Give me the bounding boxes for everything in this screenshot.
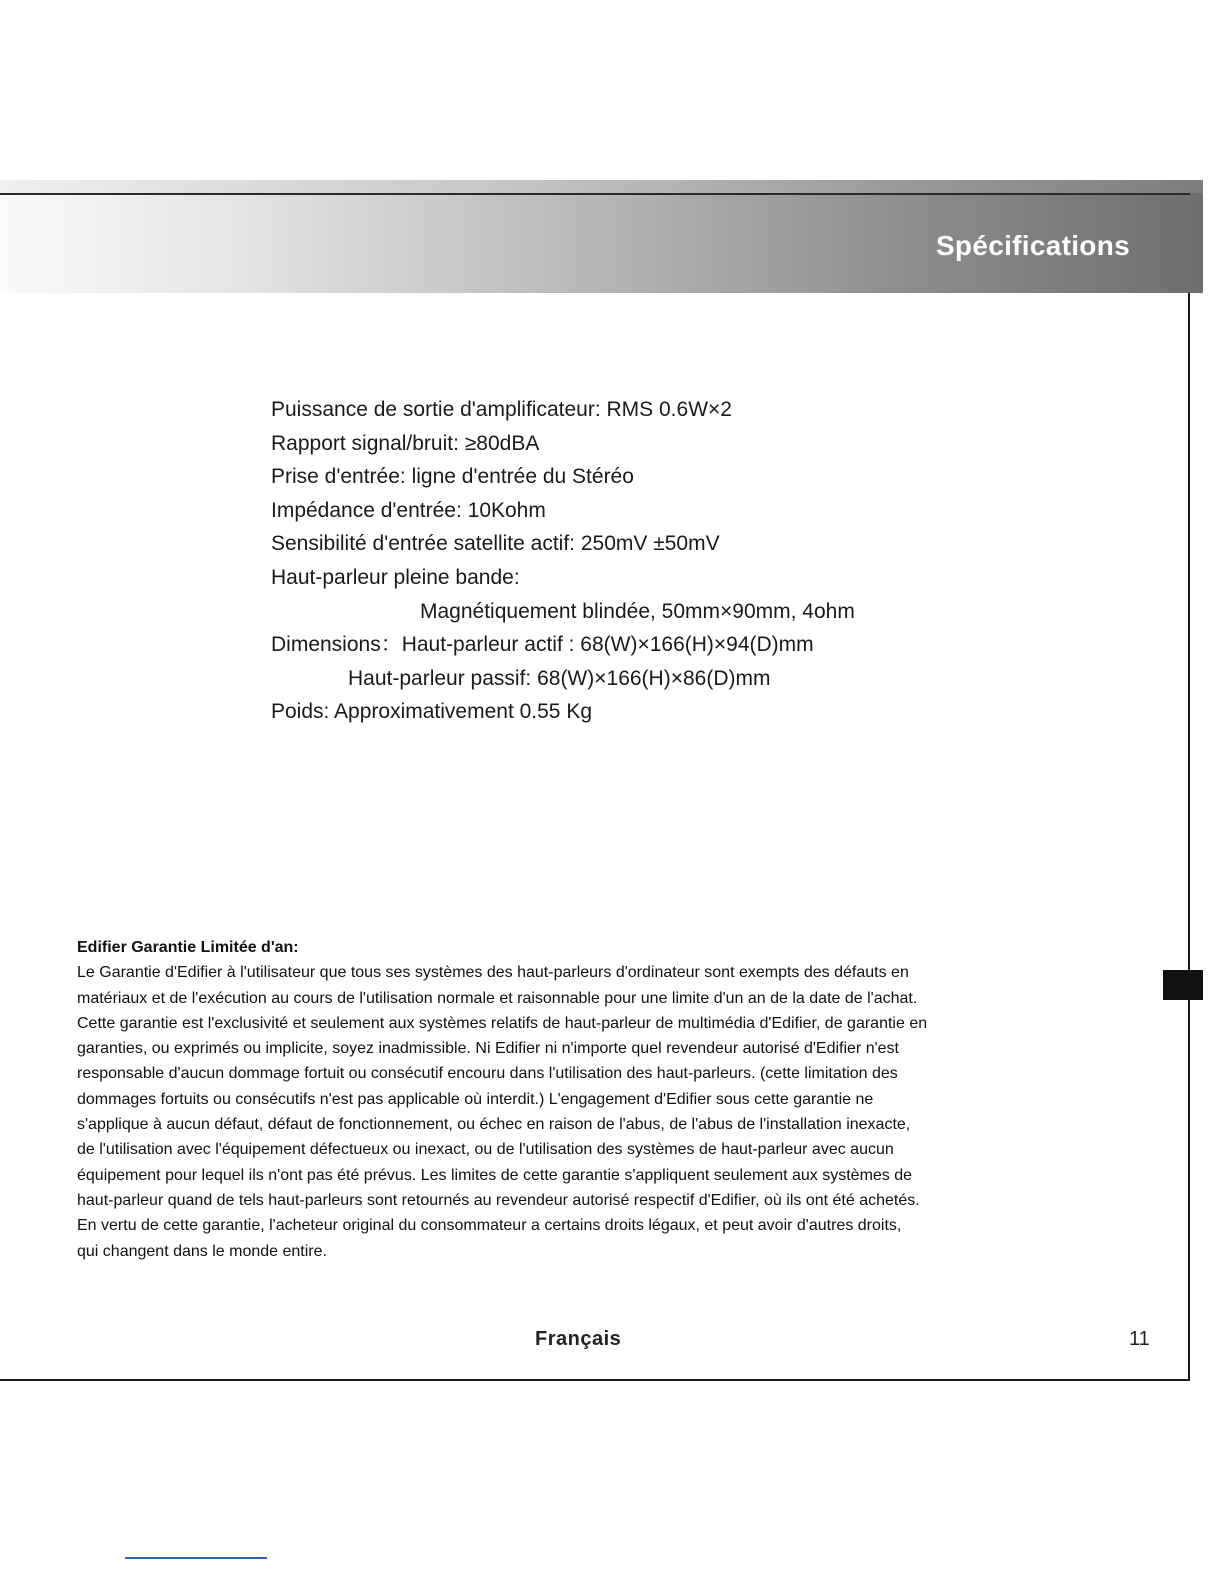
spec-output-power: Puissance de sortie d'amplificateur: RMS 0.6W×2 — [271, 398, 732, 421]
page-number: 11 — [1129, 1328, 1150, 1350]
warranty-section — [77, 935, 1137, 1264]
spec-input-jack: Prise d'entrée: ligne d'entrée du Stéréo — [271, 465, 634, 489]
warranty-line: s'applique à aucun défaut, défaut de fonctionnement, ou échec en raison de l'abus, de l'abus de l'installation inexacte, — [77, 1116, 911, 1134]
spec-input-sensitivity: Sensibilité d'entrée satellite actif: 250mV ±50mV — [271, 532, 720, 556]
warranty-line: dommages fortuits ou consécutifs n'est pas applicable où interdit.) L'engagement d'Edifier sous cette garantie ne — [77, 1090, 874, 1108]
spec-signal-noise: Rapport signal/bruit: ≥80dBA — [271, 431, 540, 455]
warranty-line: Le Garantie d'Edifier à l'utilisateur que tous ses systèmes des haut-parleurs d'ordinateur sont exempts des défauts en — [77, 964, 909, 982]
warranty-line: haut-parleur quand de tels haut-parleurs sont retournés au revendeur autorisé respectif d'Edifier, où ils ont été achetés. — [77, 1191, 920, 1209]
warranty-title: Edifier Garantie Limitée d'an: — [77, 939, 299, 956]
frame-top-line — [0, 193, 1190, 195]
warranty-line: En vertu de cette garantie, l'acheteur original du consommateur a certains droits légaux, et peut avoir d'autres droits, — [77, 1217, 902, 1235]
section-tab-marker — [1163, 970, 1203, 1000]
spec-input-impedance: Impédance d'entrée: 10Kohm — [271, 498, 546, 522]
footer-language: Français — [535, 1328, 622, 1350]
warranty-line: responsable d'aucun dommage fortuit ou consécutif encouru dans l'utilisation des haut-parleurs. (cette limitation des — [77, 1065, 898, 1083]
warranty-line: équipement pour lequel ils n'ont pas été prévus. Les limites de cette garantie s'appliquent seulement aux systèmes de — [77, 1166, 913, 1184]
warranty-line: qui changent dans le monde entire. — [77, 1242, 327, 1260]
warranty-line: de l'utilisation avec l'équipement défectueux ou inexact, ou de l'utilisation des systèmes de haut-parleur avec aucun — [77, 1141, 894, 1159]
warranty-line: Cette garantie est l'exclusivité et seulement aux systèmes relatifs de haut-parleur de multimédia d'Edifier, de garantie en — [77, 1014, 928, 1032]
spec-dimensions-active: Dimensions：Haut-parleur actif : 68(W)×166(H)×94(D)mm — [271, 633, 814, 657]
spec-dimensions-passive: Haut-parleur passif: 68(W)×166(H)×86(D)mm — [348, 666, 771, 690]
warranty-line: garanties, ou exprimés ou implicite, soyez inadmissible. Ni Edifier ni n'importe quel revendeur autorisé d'Edifier n'est — [77, 1040, 899, 1058]
specifications-list — [271, 393, 1051, 729]
bottom-rule — [125, 1557, 267, 1559]
spec-weight: Poids: Approximativement 0.55 Kg — [271, 700, 593, 724]
spec-driver-detail: Magnétiquement blindée, 50mm×90mm, 4ohm — [420, 599, 855, 623]
page-title: Spécifications — [935, 230, 1130, 261]
spec-full-range-driver: Haut-parleur pleine bande: — [271, 565, 520, 589]
warranty-line: matériaux et de l'exécution au cours de l'utilisation normale et raisonnable pour une limite d'un an de la date de l'achat. — [77, 989, 918, 1007]
